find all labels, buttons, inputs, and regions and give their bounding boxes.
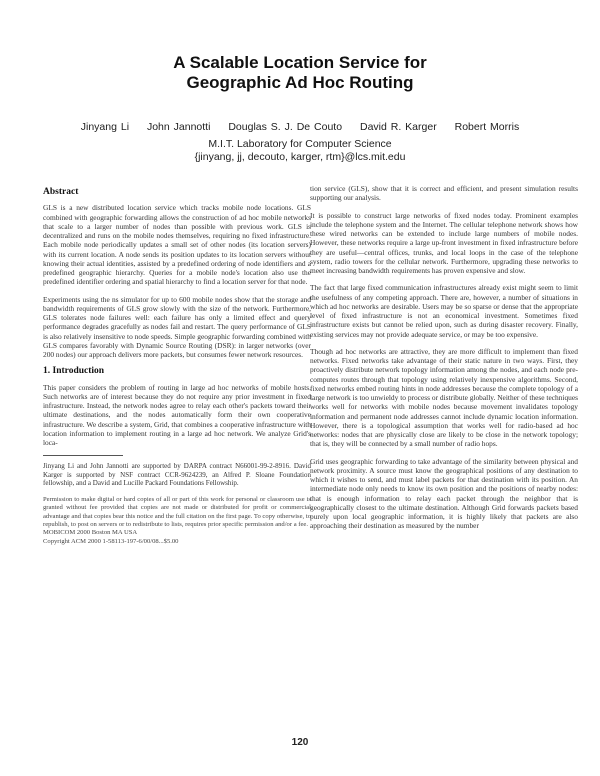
affiliation-block bbox=[0, 138, 600, 164]
conference-line: MOBICOM 2000 Boston MA USA bbox=[43, 529, 138, 537]
funding-footnote: Jinyang Li and John Jannotti are supported by DARPA contract N66001-99-2-8916. David Karger is supported by NSF contract CCR-9624239, an Alfred P. Sloane Foundation fellowship, and a David and Lucille Packard Foundations Fellowship. bbox=[43, 462, 311, 488]
abstract-paragraph: Experiments using the ns simulator for up to 600 mobile nodes show that the storage and bandwidth requirements of GLS grow slowly with the size of the network. Furthermore, GLS tolerates node failures well: each failure has only a limited effect and query performance degrades gracefully as nodes fail and restart. The query performance of GLS is also relatively insensitive to node speeds. Simple geographic forwarding combined with GLS compares favorably with Dynamic Source Routing (DSR): in larger networks (over 200 nodes) our approach delivers more packets, but consumes fewer network resources. bbox=[43, 294, 311, 359]
section-heading-introduction: 1. Introduction bbox=[43, 366, 105, 377]
author-name: Douglas S. J. De Couto bbox=[228, 121, 343, 133]
copyright-line: Copyright ACM 2000 1-58113-197-6/00/08...$5.00 bbox=[43, 537, 179, 545]
author-name: John Jannotti bbox=[146, 121, 211, 133]
affiliation: M.I.T. Laboratory for Computer Science bbox=[208, 138, 392, 150]
body-paragraph: This paper considers the problem of routing in large ad hoc networks of mobile hosts. Such networks are of interest because they do not require any prior investment in fixed infrastructure. Instead, the network nodes agree to relay each other's packets toward their ultimate destinations, and the nodes automatically form their own cooperative infrastructure. We describe a system, Grid, that combines a cooperative infrastructure with location information to implement routing in a large ad hoc network. We analyze Grid's loca- bbox=[43, 382, 311, 447]
body-paragraph: It is possible to construct large networks of fixed nodes today. Prominent examples include the telephone system and the Internet. The cellular telephone network shows how these wired networks can be extended to include large numbers of mobile nodes. However, these networks require a large up-front investment in fixed infrastructure before they are useful—central offices, trunks, and local loops in the case of the telephone system, radio towers for the cellular network. Furthermore, upgrading these networks to meet increasing bandwidth requirements has proven expensive and slow. bbox=[310, 210, 578, 275]
right-column bbox=[310, 184, 578, 539]
author-name: Jinyang Li bbox=[80, 121, 130, 133]
body-paragraph: tion service (GLS), show that it is correct and efficient, and present simulation results supporting our analysis. bbox=[310, 184, 578, 203]
title-line-1: A Scalable Location Service for bbox=[173, 53, 427, 72]
author-name: Robert Morris bbox=[454, 121, 520, 133]
page-number: 120 bbox=[291, 737, 309, 748]
footnote-rule bbox=[43, 455, 123, 456]
left-column bbox=[43, 184, 311, 546]
title-line-2: Geographic Ad Hoc Routing bbox=[186, 73, 414, 92]
author-list bbox=[0, 121, 600, 133]
abstract-paragraph: GLS is a new distributed location service which tracks mobile node locations. GLS combined with geographic forwarding allows the construction of ad hoc mobile networks that scale to a larger number of nodes than possible with previous work. GLS is decentralized and runs on the mobile nodes themselves, requiring no fixed infrastructure. Each mobile node periodically updates a small set of other nodes (its location servers) with its current location. A node sends its position updates to its location servers without knowing their actual identities, assisted by a predefined ordering of node identifiers and a predefined geographic hierarchy. Queries for a mobile node's location also use the predefined identifier ordering and spatial hierarchy to find a location server for that node. bbox=[43, 203, 311, 287]
body-paragraph: Though ad hoc networks are attractive, they are more difficult to implement than fixed networks. Fixed networks take advantage of their static nature in two ways. First, they proactively distribute network topology information among the nodes, and each node pre-computes routes through that topology using relatively inexpensive algorithms. Second, fixed networks embed routing hints in node addresses because the complete topology of a large network is too unwieldy to process or distribute globally. Neither of these techniques works well for networks with mobile nodes because movement invalidates topology information and permanent node addresses cannot include dynamic location information. However, there is a topological assumption that works well for radio-based ad hoc networks: nodes that are physically close are likely to be close in the network topology; that is, they will be connected by a small number of radio hops. bbox=[310, 346, 578, 449]
author-name: David R. Karger bbox=[360, 121, 437, 133]
permission-text: Permission to make digital or hard copies of all or part of this work for personal or classroom use is granted without fee provided that copies are not made or distributed for profit or commercial advantage and that copies bear this notice and the full citation on the first page. To copy otherwise, to republish, to post on servers or to redistribute to lists, requires prior specific permission and/or a fee. bbox=[43, 496, 311, 528]
paper-title bbox=[0, 53, 600, 93]
body-paragraph: The fact that large fixed communication infrastructures already exist might seem to limit the usefulness of any competing approach. There are, however, a number of situations in which ad hoc networks are desirable. Users may be so sparse or dense that the appropriate level of fixed infrastructure is not an economical investment. Sometimes fixed infrastructure exists but cannot be relied upon, such as during disaster recovery. Finally, existing services may not provide adequate service, or may be too expensive. bbox=[310, 283, 578, 339]
body-paragraph: Grid uses geographic forwarding to take advantage of the similarity between physical and network proximity. A source must know the geographical positions of any destination to which it wishes to send, and must label packets for that destination with its position. An intermediate node only needs to know its own position and the positions of nearby nodes: that is enough information to relay each packet through the neighbor that is geographically closest to the ultimate destination. Although Grid forwards packets based purely upon local geographic information, it is highly likely that packets are also approaching their destination as measured by the number bbox=[310, 456, 578, 531]
author-emails: {jinyang, jj, decouto, karger, rtm}@lcs.mit.edu bbox=[194, 151, 406, 163]
permission-notice bbox=[43, 496, 311, 546]
abstract-heading: Abstract bbox=[43, 187, 79, 197]
